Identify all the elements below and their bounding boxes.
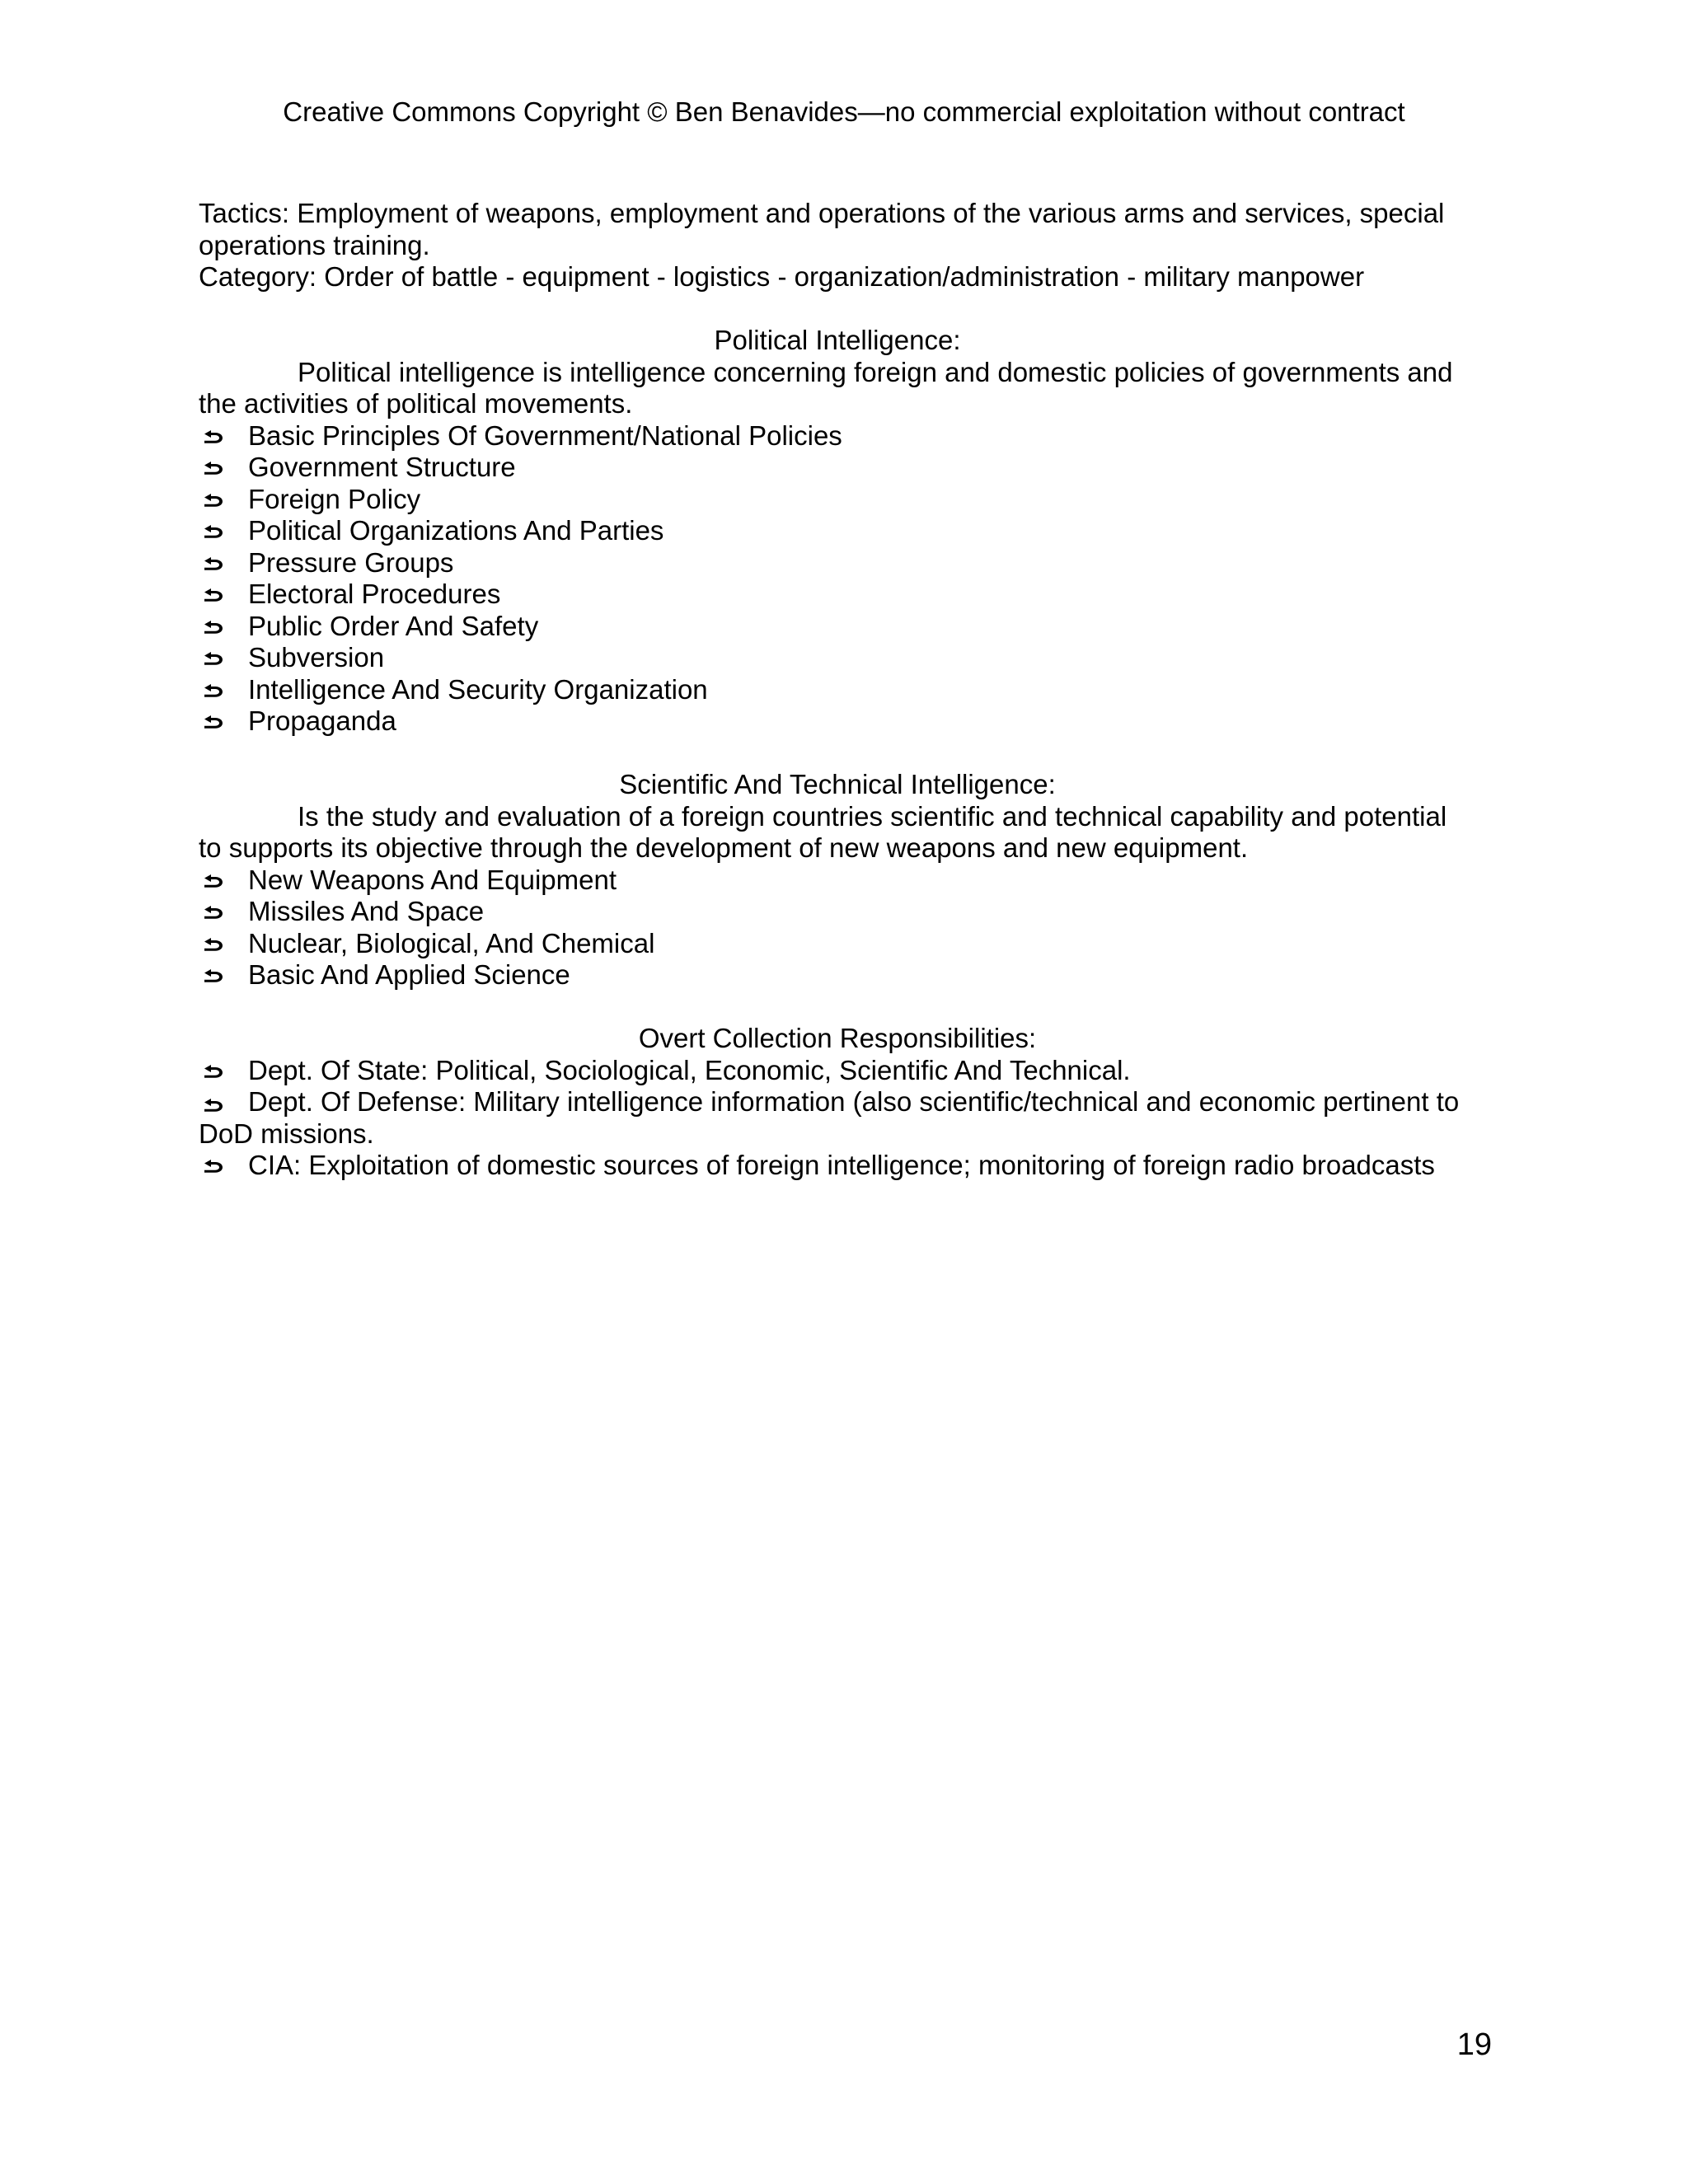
list-item bbox=[199, 896, 1476, 928]
list-item-text: Subversion bbox=[248, 642, 385, 673]
list-item-text: Basic And Applied Science bbox=[248, 959, 570, 990]
list-item bbox=[199, 959, 1476, 991]
arrow-right-icon bbox=[203, 968, 223, 982]
spacer bbox=[199, 991, 1476, 1024]
list-item-text: Dept. Of Defense: Military intelligence information (also scientific/technical and economic pertinent to DoD missions. bbox=[199, 1086, 1460, 1149]
list-item-text: Government Structure bbox=[248, 452, 516, 482]
political-heading: Political Intelligence: bbox=[714, 325, 961, 355]
page-number: 19 bbox=[1456, 2027, 1492, 2062]
list-item-text: CIA: Exploitation of domestic sources of foreign intelligence; monitoring of foreign radio broadcasts bbox=[248, 1150, 1435, 1180]
overt-list bbox=[199, 1055, 1476, 1182]
arrow-right-icon bbox=[203, 1159, 223, 1173]
list-item bbox=[199, 579, 1476, 611]
arrow-right-icon bbox=[203, 874, 223, 888]
arrow-right-icon bbox=[203, 651, 223, 665]
list-item-text: Dept. Of State: Political, Sociological, Economic, Scientific And Technical. bbox=[248, 1054, 1131, 1085]
list-item-text: Electoral Procedures bbox=[248, 579, 501, 609]
list-item bbox=[199, 1086, 1476, 1150]
arrow-right-icon bbox=[203, 715, 223, 729]
list-item bbox=[199, 928, 1476, 960]
overt-heading: Overt Collection Responsibilities: bbox=[638, 1023, 1037, 1053]
political-list bbox=[199, 420, 1476, 738]
list-item-text: Basic Principles Of Government/National Policies bbox=[248, 419, 842, 451]
list-item bbox=[199, 1055, 1476, 1087]
arrow-right-icon bbox=[203, 588, 223, 602]
arrow-right-icon bbox=[203, 937, 223, 951]
arrow-right-icon bbox=[203, 905, 223, 919]
list-item-text: New Weapons And Equipment bbox=[248, 864, 617, 895]
page-header: Creative Commons Copyright © Ben Benavides—no commercial exploitation without contract bbox=[283, 96, 1405, 127]
list-item-text: Pressure Groups bbox=[248, 546, 454, 578]
list-item bbox=[199, 611, 1476, 643]
list-item-text: Nuclear, Biological, And Chemical bbox=[248, 927, 655, 958]
list-item bbox=[199, 484, 1476, 516]
list-item bbox=[199, 865, 1476, 897]
list-item-text: Political Organizations And Parties bbox=[248, 515, 664, 546]
list-item bbox=[199, 1150, 1476, 1182]
spacer bbox=[199, 293, 1476, 326]
scientific-heading: Scientific And Technical Intelligence: bbox=[619, 769, 1056, 799]
scientific-description: Is the study and evaluation of a foreign countries scientific and technical capability and potential to supports its objective through the development of new weapons and new equipment. bbox=[199, 800, 1447, 863]
list-item-text: Public Order And Safety bbox=[248, 610, 539, 641]
list-item-text: Propaganda bbox=[248, 705, 396, 736]
list-item bbox=[199, 705, 1476, 738]
list-item bbox=[199, 674, 1476, 706]
list-item-text: Foreign Policy bbox=[248, 483, 421, 514]
list-item bbox=[199, 547, 1476, 579]
arrow-right-icon bbox=[203, 1098, 223, 1112]
list-item-text: Intelligence And Security Organization bbox=[248, 673, 708, 705]
arrow-right-icon bbox=[203, 683, 223, 697]
arrow-right-icon bbox=[203, 1064, 223, 1078]
scientific-list bbox=[199, 865, 1476, 991]
arrow-right-icon bbox=[203, 429, 223, 443]
arrow-right-icon bbox=[203, 461, 223, 475]
category-paragraph: Category: Order of battle - equipment - logistics - organization/administration - military manpower bbox=[199, 261, 1365, 292]
list-item bbox=[199, 452, 1476, 484]
list-item-text: Missiles And Space bbox=[248, 896, 485, 926]
arrow-right-icon bbox=[203, 556, 223, 570]
page-content bbox=[199, 198, 1476, 1182]
list-item bbox=[199, 420, 1476, 452]
list-item bbox=[199, 515, 1476, 547]
political-description: Political intelligence is intelligence concerning foreign and domestic policies of governments and the activities of political movements. bbox=[199, 356, 1453, 419]
arrow-right-icon bbox=[203, 493, 223, 507]
spacer bbox=[199, 738, 1476, 770]
arrow-right-icon bbox=[203, 524, 223, 538]
arrow-right-icon bbox=[203, 620, 223, 634]
list-item bbox=[199, 642, 1476, 674]
tactics-paragraph: Tactics: Employment of weapons, employment and operations of the various arms and services, special operations training. bbox=[199, 198, 1445, 260]
